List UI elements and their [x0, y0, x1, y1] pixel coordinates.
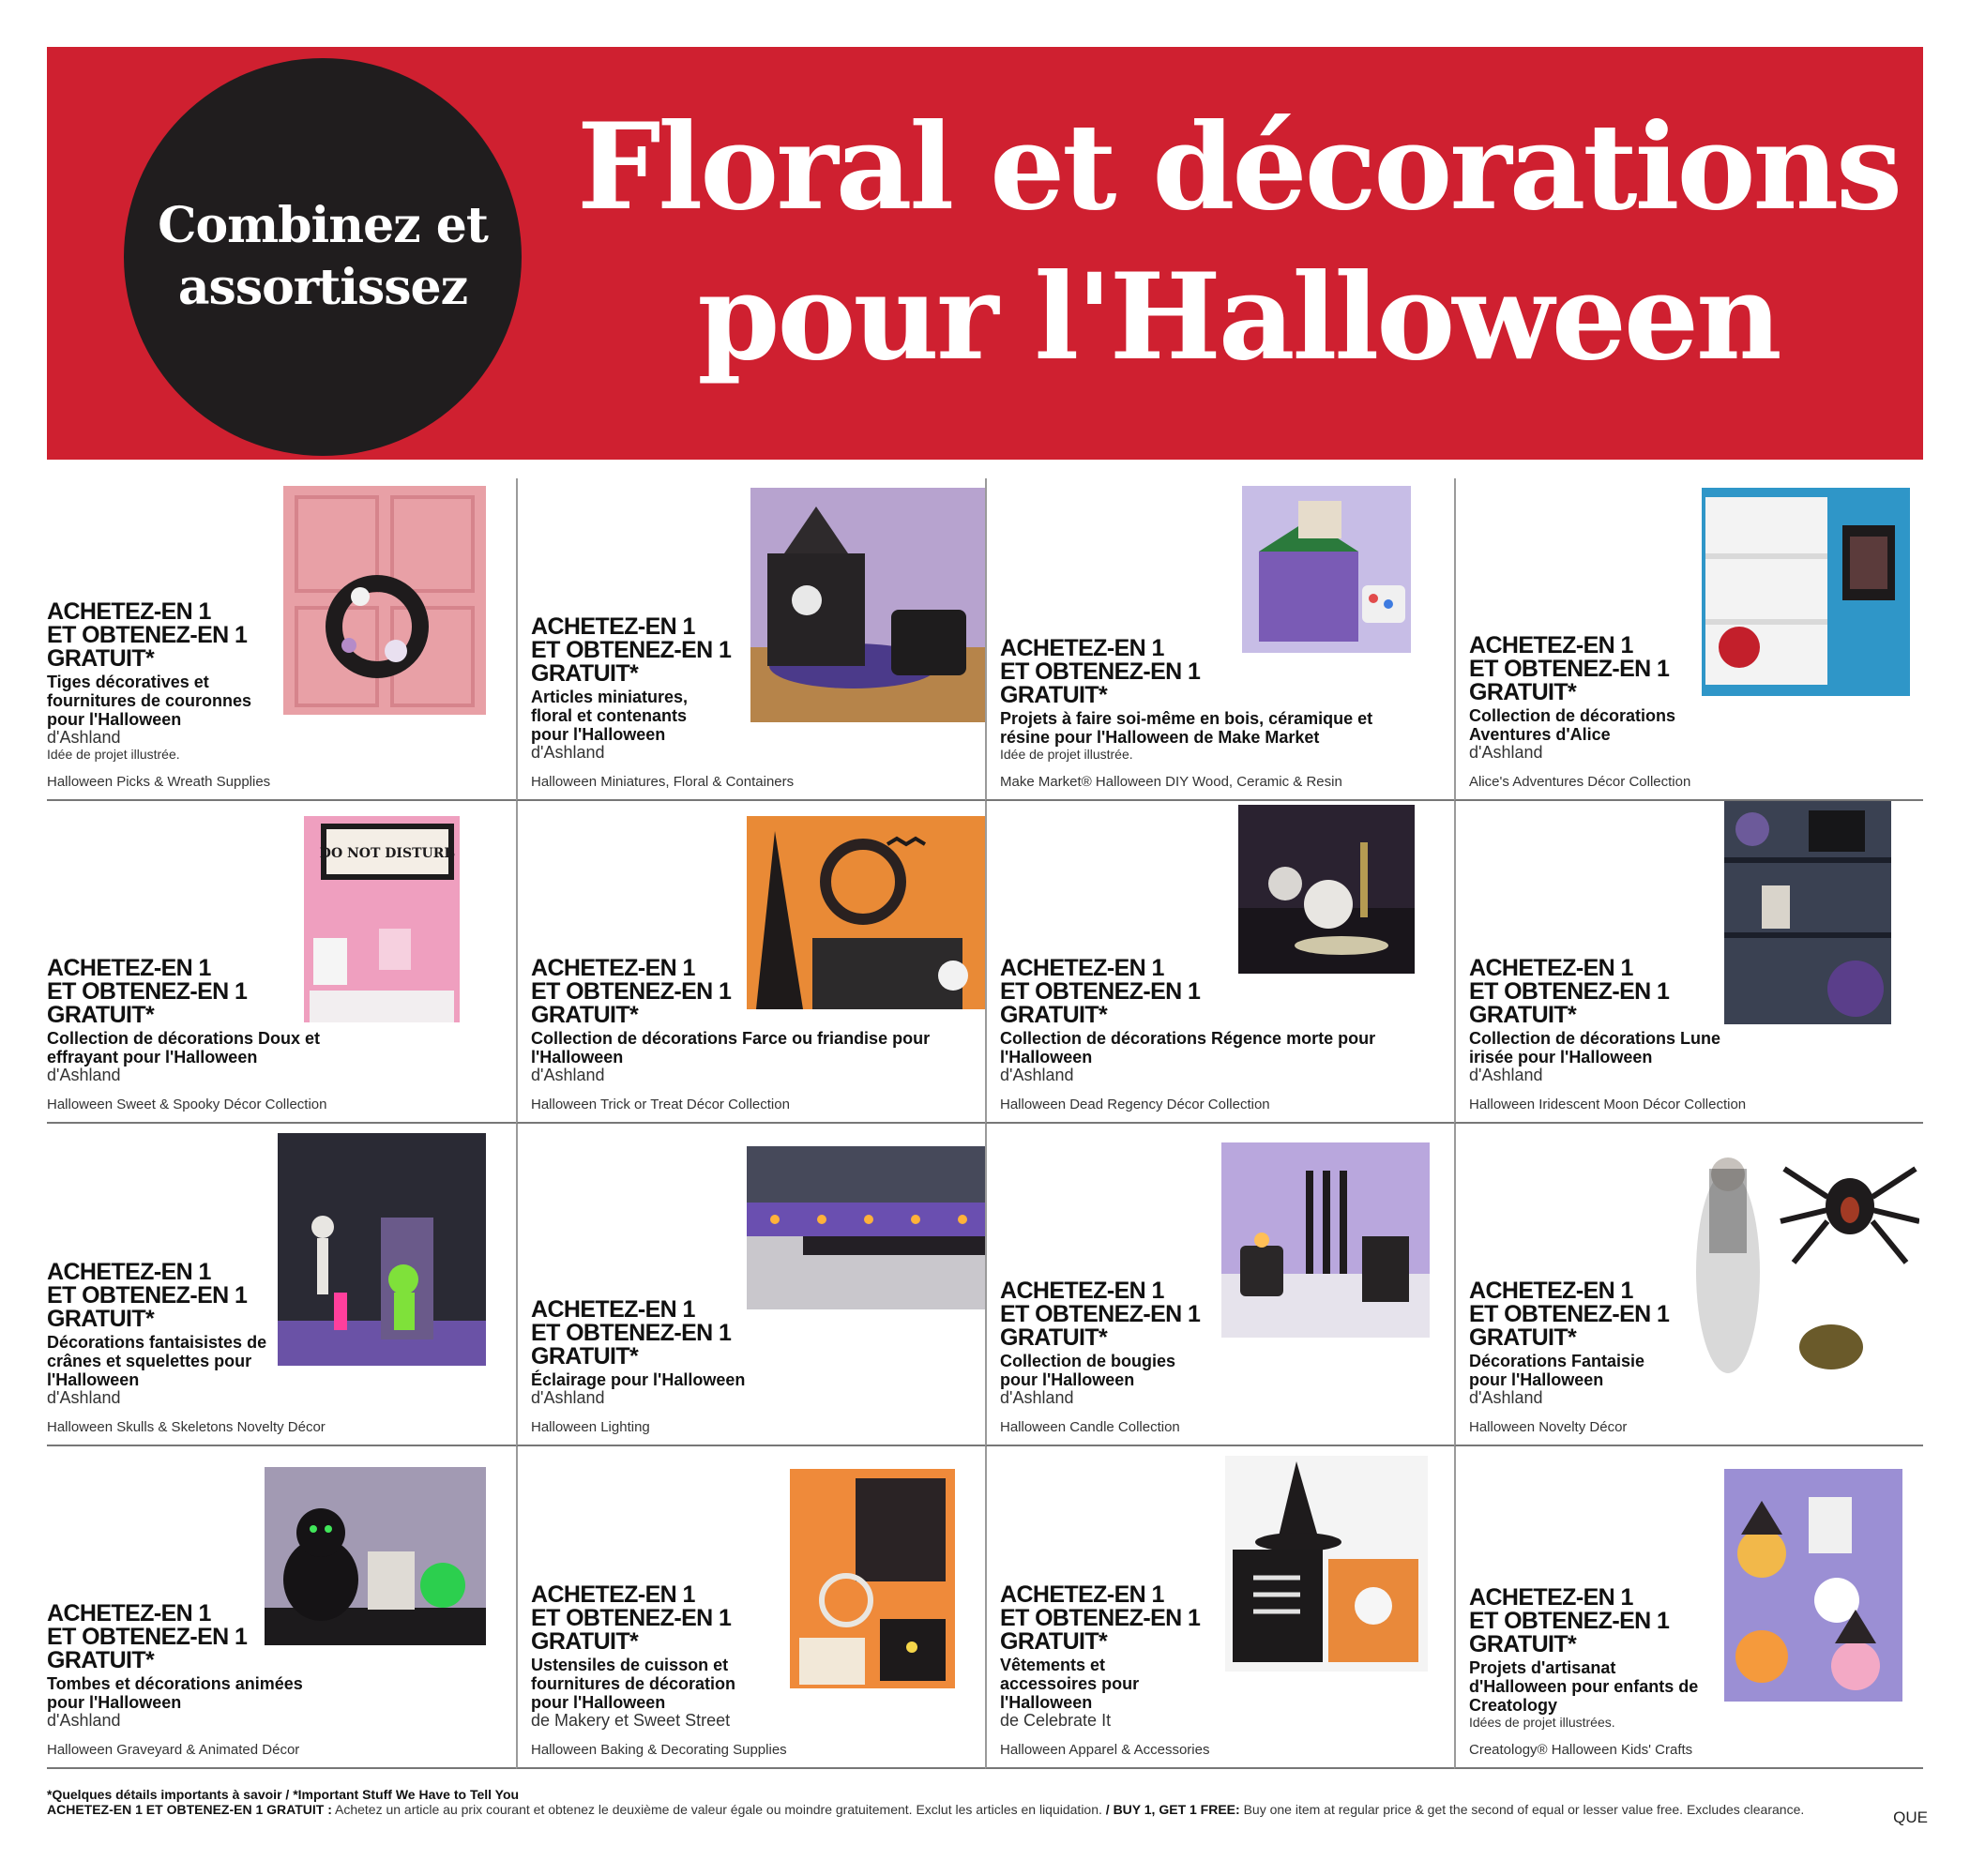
- product-description: Collection de décorations Doux et effrayant pour l'Halloween: [47, 1029, 321, 1067]
- project-note: Idée de projet illustrée.: [1000, 747, 1133, 762]
- offer-line-2: ET OBTENEZ-EN 1: [531, 637, 732, 663]
- regency-skull-photo: [1238, 805, 1415, 974]
- offer-line-1: ACHETEZ-EN 1: [1000, 1278, 1164, 1304]
- product-description: Projets d'artisanat d'Halloween pour enfants de Creatology: [1469, 1658, 1699, 1715]
- product-card[interactable]: [47, 1446, 516, 1769]
- english-title: Halloween Apparel & Accessories: [1000, 1742, 1210, 1758]
- english-title: Halloween Dead Regency Décor Collection: [1000, 1097, 1270, 1112]
- offer-line-1: ACHETEZ-EN 1: [47, 1259, 211, 1285]
- product-card[interactable]: [1454, 1124, 1923, 1446]
- offer-line-3: GRATUIT*: [531, 660, 639, 687]
- product-card[interactable]: [985, 1124, 1454, 1446]
- product-description: Ustensiles de cuisson et fournitures de décoration pour l'Halloween: [531, 1656, 736, 1712]
- product-description: Collection de décorations Lune irisée pour l'Halloween: [1469, 1029, 1721, 1067]
- offer-line-1: ACHETEZ-EN 1: [1469, 955, 1633, 981]
- product-description: Vêtements et accessoires pour l'Halloween: [1000, 1656, 1140, 1712]
- offer-text: [47, 600, 488, 762]
- offer-line-3: GRATUIT*: [531, 1002, 639, 1028]
- offer-line-2: ET OBTENEZ-EN 1: [531, 1605, 732, 1631]
- english-title: Halloween Miniatures, Floral & Containers: [531, 774, 795, 790]
- product-brand: d'Ashland: [1469, 1066, 1543, 1084]
- product-brand: d'Ashland: [47, 728, 121, 747]
- product-card[interactable]: [47, 1124, 516, 1446]
- product-card[interactable]: [47, 801, 516, 1124]
- english-title: Halloween Novelty Décor: [1469, 1419, 1628, 1435]
- offer-line-1: ACHETEZ-EN 1: [1000, 1581, 1164, 1608]
- offer-line-2: ET OBTENEZ-EN 1: [47, 622, 248, 648]
- offer-text: [531, 957, 972, 1084]
- product-grid: [47, 478, 1923, 1769]
- badge-line-2: assortissez: [177, 259, 468, 316]
- offer-line-3: GRATUIT*: [1469, 679, 1577, 705]
- product-card[interactable]: [47, 478, 516, 801]
- offer-line-3: GRATUIT*: [47, 1306, 155, 1332]
- footer-fr-label: ACHETEZ-EN 1 ET OBTENEZ-EN 1 GRATUIT :: [47, 1802, 332, 1817]
- product-description: Collection de décorations Farce ou friandise pour l'Halloween: [531, 1029, 931, 1067]
- english-title: Halloween Skulls & Skeletons Novelty Décor: [47, 1419, 326, 1435]
- offer-text: [1469, 1279, 1910, 1407]
- offer-text: [1469, 957, 1910, 1084]
- offer-text: [47, 1602, 488, 1730]
- lighting-photo: [747, 1146, 987, 1309]
- product-brand: d'Ashland: [47, 1388, 121, 1407]
- english-title: Halloween Trick or Treat Décor Collection: [531, 1097, 790, 1112]
- offer-line-1: ACHETEZ-EN 1: [1469, 1278, 1633, 1304]
- product-card[interactable]: [516, 1446, 985, 1769]
- offer-line-1: ACHETEZ-EN 1: [47, 955, 211, 981]
- offer-line-3: GRATUIT*: [1469, 1324, 1577, 1351]
- product-description: Décorations fantaisistes de crânes et squelettes pour l'Halloween: [47, 1333, 267, 1389]
- product-card[interactable]: [985, 801, 1454, 1124]
- product-description: Éclairage pour l'Halloween: [531, 1370, 746, 1389]
- product-description: Tiges décoratives et fournitures de couronnes pour l'Halloween: [47, 673, 252, 729]
- product-card[interactable]: [1454, 478, 1923, 801]
- offer-line-1: ACHETEZ-EN 1: [1469, 1584, 1633, 1611]
- product-brand: de Celebrate It: [1000, 1711, 1112, 1730]
- promo-badge: [124, 58, 522, 456]
- offer-text: [1000, 637, 1441, 762]
- title-line-1: Floral et décorations: [576, 98, 1901, 236]
- offer-line-2: ET OBTENEZ-EN 1: [1000, 658, 1201, 685]
- offer-line-3: GRATUIT*: [47, 1002, 155, 1028]
- project-note: Idées de projet illustrées.: [1469, 1715, 1615, 1730]
- product-brand: d'Ashland: [47, 1711, 121, 1730]
- english-title: Halloween Graveyard & Animated Décor: [47, 1742, 300, 1758]
- english-title: Halloween Lighting: [531, 1419, 650, 1435]
- english-title: Make Market® Halloween DIY Wood, Ceramic & Resin: [1000, 774, 1342, 790]
- product-brand: d'Ashland: [531, 1388, 605, 1407]
- offer-line-1: ACHETEZ-EN 1: [1000, 955, 1164, 981]
- title-line-2: pour l'Halloween: [697, 248, 1780, 386]
- offer-text: [531, 1583, 972, 1730]
- english-title: Halloween Candle Collection: [1000, 1419, 1180, 1435]
- english-title: Halloween Sweet & Spooky Décor Collection: [47, 1097, 327, 1112]
- product-card[interactable]: [516, 801, 985, 1124]
- offer-line-3: GRATUIT*: [531, 1343, 639, 1369]
- product-card[interactable]: [1454, 801, 1923, 1124]
- offer-line-3: GRATUIT*: [47, 1647, 155, 1673]
- diy-house-photo: [1242, 486, 1411, 653]
- product-brand: d'Ashland: [47, 1066, 121, 1084]
- offer-line-2: ET OBTENEZ-EN 1: [1000, 1605, 1201, 1631]
- product-description: Articles miniatures, floral et contenants pour l'Halloween: [531, 688, 689, 744]
- english-title: Alice's Adventures Décor Collection: [1469, 774, 1691, 790]
- product-brand: d'Ashland: [1000, 1066, 1074, 1084]
- offer-line-3: GRATUIT*: [1000, 682, 1108, 708]
- english-title: Halloween Baking & Decorating Supplies: [531, 1742, 787, 1758]
- footer-heading: *Quelques détails importants à savoir / *Important Stuff We Have to Tell You: [47, 1787, 520, 1802]
- product-brand: d'Ashland: [531, 743, 605, 762]
- offer-line-3: GRATUIT*: [1000, 1324, 1108, 1351]
- product-brand: d'Ashland: [1000, 1388, 1074, 1407]
- legal-footer: [47, 1787, 1886, 1817]
- product-description: Décorations Fantaisie pour l'Halloween: [1469, 1352, 1645, 1389]
- offer-line-3: GRATUIT*: [1469, 1631, 1577, 1657]
- product-brand: de Makery et Sweet Street: [531, 1711, 731, 1730]
- offer-line-3: GRATUIT*: [1000, 1002, 1108, 1028]
- badge-line-1: Combinez et: [158, 197, 488, 254]
- product-description: Collection de décorations Régence morte pour l'Halloween: [1000, 1029, 1376, 1067]
- offer-line-2: ET OBTENEZ-EN 1: [1000, 978, 1201, 1005]
- offer-line-3: GRATUIT*: [1000, 1628, 1108, 1655]
- region-code: QUE: [1893, 1808, 1928, 1826]
- offer-line-2: ET OBTENEZ-EN 1: [1469, 1301, 1670, 1327]
- offer-line-2: ET OBTENEZ-EN 1: [531, 1320, 732, 1346]
- offer-text: [531, 615, 972, 762]
- english-title: Creatology® Halloween Kids' Crafts: [1469, 1742, 1693, 1758]
- product-brand: d'Ashland: [1469, 743, 1543, 762]
- header-banner: [47, 47, 1923, 460]
- offer-line-1: ACHETEZ-EN 1: [531, 1581, 695, 1608]
- offer-line-3: GRATUIT*: [47, 645, 155, 672]
- product-card[interactable]: [1454, 1446, 1923, 1769]
- offer-line-2: ET OBTENEZ-EN 1: [47, 978, 248, 1005]
- offer-line-1: ACHETEZ-EN 1: [47, 1600, 211, 1626]
- footer-en-text: Buy one item at regular price & get the second of equal or lesser value free. Excludes clearance.: [1243, 1802, 1805, 1817]
- offer-line-2: ET OBTENEZ-EN 1: [1469, 1608, 1670, 1634]
- product-description: Projets à faire soi-même en bois, céramique et résine pour l'Halloween de Make Market: [1000, 709, 1373, 747]
- offer-line-1: ACHETEZ-EN 1: [1469, 632, 1633, 658]
- offer-text: [47, 957, 488, 1084]
- footer-fr-text: Achetez un article au prix courant et obtenez le deuxième de valeur égale ou moindre gratuitement. Exclut les articles en liquidation.: [334, 1802, 1102, 1817]
- product-card[interactable]: [516, 1124, 985, 1446]
- product-card[interactable]: [516, 478, 985, 801]
- offer-text: [47, 1261, 488, 1407]
- footer-en-label: / BUY 1, GET 1 FREE:: [1105, 1802, 1240, 1817]
- offer-line-2: ET OBTENEZ-EN 1: [1469, 656, 1670, 682]
- page-title: [572, 92, 1904, 392]
- offer-line-1: ACHETEZ-EN 1: [531, 955, 695, 981]
- offer-line-1: ACHETEZ-EN 1: [1000, 635, 1164, 661]
- product-brand: d'Ashland: [531, 1066, 605, 1084]
- offer-line-3: GRATUIT*: [1469, 1002, 1577, 1028]
- offer-line-2: ET OBTENEZ-EN 1: [1469, 978, 1670, 1005]
- product-card[interactable]: [985, 478, 1454, 801]
- offer-text: [531, 1298, 972, 1407]
- product-description: Collection de décorations Aventures d'Alice: [1469, 706, 1676, 744]
- offer-text: [1469, 1586, 1910, 1730]
- offer-text: [1000, 1583, 1441, 1730]
- product-description: Collection de bougies pour l'Halloween: [1000, 1352, 1176, 1389]
- offer-line-2: ET OBTENEZ-EN 1: [47, 1282, 248, 1309]
- product-description: Tombes et décorations animées pour l'Halloween: [47, 1674, 303, 1712]
- english-title: Halloween Picks & Wreath Supplies: [47, 774, 271, 790]
- offer-text: [1469, 634, 1910, 762]
- product-brand: d'Ashland: [1469, 1388, 1543, 1407]
- offer-text: [1000, 1279, 1441, 1407]
- offer-line-2: ET OBTENEZ-EN 1: [47, 1624, 248, 1650]
- offer-line-3: GRATUIT*: [531, 1628, 639, 1655]
- project-note: Idée de projet illustrée.: [47, 747, 180, 762]
- offer-text: [1000, 957, 1441, 1084]
- offer-line-2: ET OBTENEZ-EN 1: [1000, 1301, 1201, 1327]
- english-title: Halloween Iridescent Moon Décor Collection: [1469, 1097, 1747, 1112]
- product-card[interactable]: [985, 1446, 1454, 1769]
- offer-line-1: ACHETEZ-EN 1: [47, 598, 211, 625]
- offer-line-2: ET OBTENEZ-EN 1: [531, 978, 732, 1005]
- door-sign-text: DO NOT DISTURB: [319, 846, 456, 861]
- offer-line-1: ACHETEZ-EN 1: [531, 613, 695, 640]
- offer-line-1: ACHETEZ-EN 1: [531, 1296, 695, 1323]
